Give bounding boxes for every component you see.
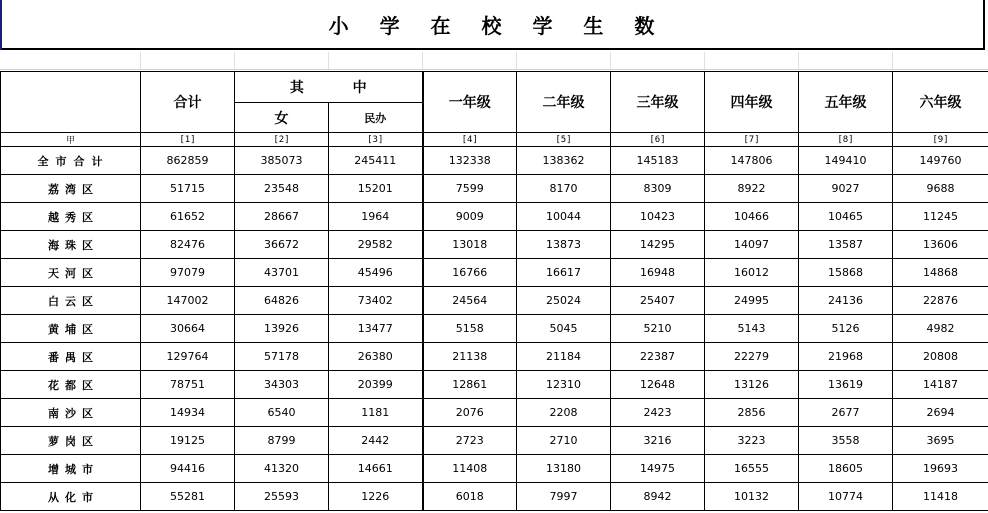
header-grade-5: 五年级 xyxy=(799,72,893,133)
table-cell: 18605 xyxy=(799,455,893,483)
table-cell: 24995 xyxy=(705,287,799,315)
table-cell: 16766 xyxy=(423,259,517,287)
header-grade-2: 二年级 xyxy=(517,72,611,133)
row-region-name: 从化市 xyxy=(1,483,141,511)
blank-row xyxy=(0,52,988,70)
table-cell: 149410 xyxy=(799,147,893,175)
table-cell: 1226 xyxy=(329,483,423,511)
table-cell: 78751 xyxy=(141,371,235,399)
table-cell: 16948 xyxy=(611,259,705,287)
table-cell: 20808 xyxy=(893,343,988,371)
table-cell: 13018 xyxy=(423,231,517,259)
table-cell: 132338 xyxy=(423,147,517,175)
table-cell: 34303 xyxy=(235,371,329,399)
table-cell: 22387 xyxy=(611,343,705,371)
table-cell: 7599 xyxy=(423,175,517,203)
table-cell: 16012 xyxy=(705,259,799,287)
table-cell: 22876 xyxy=(893,287,988,315)
table-cell: 64826 xyxy=(235,287,329,315)
table-cell: 6540 xyxy=(235,399,329,427)
table-cell: 14868 xyxy=(893,259,988,287)
code-cell: [9] xyxy=(893,133,988,147)
table-cell: 94416 xyxy=(141,455,235,483)
table-cell: 2442 xyxy=(329,427,423,455)
table-cell: 21138 xyxy=(423,343,517,371)
table-cell: 14934 xyxy=(141,399,235,427)
row-region-name: 南沙区 xyxy=(1,399,141,427)
table-cell: 13587 xyxy=(799,231,893,259)
table-cell: 2208 xyxy=(517,399,611,427)
table-cell: 25407 xyxy=(611,287,705,315)
table-cell: 51715 xyxy=(141,175,235,203)
table-cell: 5158 xyxy=(423,315,517,343)
table-cell: 16617 xyxy=(517,259,611,287)
page-title: 小 学 在 校 学 生 数 xyxy=(328,13,667,38)
table-row xyxy=(1,203,988,231)
table-cell: 8942 xyxy=(611,483,705,511)
table-cell: 1964 xyxy=(329,203,423,231)
code-row xyxy=(1,133,988,147)
student-stats-table xyxy=(0,71,988,511)
table-cell: 3223 xyxy=(705,427,799,455)
table-cell: 5143 xyxy=(705,315,799,343)
table-cell: 10466 xyxy=(705,203,799,231)
table-row xyxy=(1,343,988,371)
table-cell: 21184 xyxy=(517,343,611,371)
code-cell: 甲 xyxy=(1,133,141,147)
table-cell: 5045 xyxy=(517,315,611,343)
header-corner-cell xyxy=(1,72,141,133)
table-cell: 2856 xyxy=(705,399,799,427)
table-cell: 9688 xyxy=(893,175,988,203)
table-cell: 29582 xyxy=(329,231,423,259)
table-cell: 145183 xyxy=(611,147,705,175)
code-cell: [8] xyxy=(799,133,893,147)
header-total: 合计 xyxy=(141,72,235,133)
code-cell: [6] xyxy=(611,133,705,147)
table-cell: 43701 xyxy=(235,259,329,287)
table-cell: 14295 xyxy=(611,231,705,259)
table-row xyxy=(1,231,988,259)
row-region-name: 天河区 xyxy=(1,259,141,287)
table-cell: 21968 xyxy=(799,343,893,371)
header-grade-1: 一年级 xyxy=(423,72,517,133)
header-qizhong-label: 其 中 xyxy=(289,80,389,96)
code-cell: [1] xyxy=(141,133,235,147)
table-cell: 245411 xyxy=(329,147,423,175)
table-cell: 12861 xyxy=(423,371,517,399)
table-cell: 8922 xyxy=(705,175,799,203)
table-cell: 12648 xyxy=(611,371,705,399)
table-cell: 45496 xyxy=(329,259,423,287)
row-region-name: 萝岗区 xyxy=(1,427,141,455)
table-cell: 10044 xyxy=(517,203,611,231)
header-female: 女 xyxy=(235,103,329,133)
header-grade-6: 六年级 xyxy=(893,72,988,133)
header-grade-3: 三年级 xyxy=(611,72,705,133)
table-cell: 13606 xyxy=(893,231,988,259)
table-row xyxy=(1,175,988,203)
table-cell: 41320 xyxy=(235,455,329,483)
table-cell: 19693 xyxy=(893,455,988,483)
table-cell: 385073 xyxy=(235,147,329,175)
table-cell: 13619 xyxy=(799,371,893,399)
table-cell: 19125 xyxy=(141,427,235,455)
table-cell: 24136 xyxy=(799,287,893,315)
table-cell: 14187 xyxy=(893,371,988,399)
table-cell: 2677 xyxy=(799,399,893,427)
row-region-name: 增城市 xyxy=(1,455,141,483)
table-cell: 8170 xyxy=(517,175,611,203)
table-cell: 2423 xyxy=(611,399,705,427)
header-grade-4: 四年级 xyxy=(705,72,799,133)
table-cell: 82476 xyxy=(141,231,235,259)
table-cell: 14661 xyxy=(329,455,423,483)
table-cell: 25593 xyxy=(235,483,329,511)
table-cell: 23548 xyxy=(235,175,329,203)
table-cell: 25024 xyxy=(517,287,611,315)
table-cell: 6018 xyxy=(423,483,517,511)
table-cell: 12310 xyxy=(517,371,611,399)
table-cell: 2710 xyxy=(517,427,611,455)
table-cell: 149760 xyxy=(893,147,988,175)
table-cell: 5210 xyxy=(611,315,705,343)
table-cell: 13180 xyxy=(517,455,611,483)
table-cell: 10465 xyxy=(799,203,893,231)
table-cell: 11408 xyxy=(423,455,517,483)
table-cell: 13873 xyxy=(517,231,611,259)
table-row xyxy=(1,315,988,343)
table-cell: 3695 xyxy=(893,427,988,455)
table-row xyxy=(1,371,988,399)
table-cell: 10423 xyxy=(611,203,705,231)
code-cell: [2] xyxy=(235,133,329,147)
table-cell: 5126 xyxy=(799,315,893,343)
table-cell: 55281 xyxy=(141,483,235,511)
table-cell: 2694 xyxy=(893,399,988,427)
table-cell: 36672 xyxy=(235,231,329,259)
table-cell: 13477 xyxy=(329,315,423,343)
row-region-name: 番禺区 xyxy=(1,343,141,371)
table-row xyxy=(1,455,988,483)
table-cell: 24564 xyxy=(423,287,517,315)
table-cell: 28667 xyxy=(235,203,329,231)
table-cell: 2076 xyxy=(423,399,517,427)
table-cell: 8309 xyxy=(611,175,705,203)
table-row xyxy=(1,259,988,287)
table-row xyxy=(1,399,988,427)
table-row xyxy=(1,483,988,511)
table-cell: 9009 xyxy=(423,203,517,231)
code-cell: [4] xyxy=(423,133,517,147)
table-cell: 26380 xyxy=(329,343,423,371)
header-qizhong xyxy=(235,72,423,103)
table-cell: 57178 xyxy=(235,343,329,371)
header-row-1 xyxy=(1,72,988,103)
table-cell: 862859 xyxy=(141,147,235,175)
table-body xyxy=(1,147,988,511)
table-cell: 61652 xyxy=(141,203,235,231)
table-cell: 20399 xyxy=(329,371,423,399)
row-region-name: 白云区 xyxy=(1,287,141,315)
table-cell: 8799 xyxy=(235,427,329,455)
code-cell: [5] xyxy=(517,133,611,147)
title-bar xyxy=(0,0,985,50)
table-cell: 97079 xyxy=(141,259,235,287)
table-cell: 30664 xyxy=(141,315,235,343)
header-private: 民办 xyxy=(329,103,423,133)
table-cell: 138362 xyxy=(517,147,611,175)
table-cell: 73402 xyxy=(329,287,423,315)
table-cell: 4982 xyxy=(893,315,988,343)
row-region-name: 全市合计 xyxy=(1,147,141,175)
table-cell: 3216 xyxy=(611,427,705,455)
table-row xyxy=(1,287,988,315)
table-cell: 16555 xyxy=(705,455,799,483)
row-region-name: 越秀区 xyxy=(1,203,141,231)
row-region-name: 海珠区 xyxy=(1,231,141,259)
table-cell: 11245 xyxy=(893,203,988,231)
table-cell: 13126 xyxy=(705,371,799,399)
table-cell: 147002 xyxy=(141,287,235,315)
table-cell: 13926 xyxy=(235,315,329,343)
table-cell: 10132 xyxy=(705,483,799,511)
code-cell: [3] xyxy=(329,133,423,147)
table-cell: 7997 xyxy=(517,483,611,511)
table-cell: 129764 xyxy=(141,343,235,371)
code-cell: [7] xyxy=(705,133,799,147)
table-cell: 22279 xyxy=(705,343,799,371)
table-cell: 1181 xyxy=(329,399,423,427)
table-cell: 15868 xyxy=(799,259,893,287)
table-cell: 2723 xyxy=(423,427,517,455)
table-cell: 14975 xyxy=(611,455,705,483)
table-cell: 10774 xyxy=(799,483,893,511)
row-region-name: 荔湾区 xyxy=(1,175,141,203)
table-cell: 15201 xyxy=(329,175,423,203)
table-row xyxy=(1,147,988,175)
row-region-name: 花都区 xyxy=(1,371,141,399)
row-region-name: 黄埔区 xyxy=(1,315,141,343)
table-cell: 9027 xyxy=(799,175,893,203)
table-cell: 3558 xyxy=(799,427,893,455)
table-cell: 147806 xyxy=(705,147,799,175)
table-cell: 11418 xyxy=(893,483,988,511)
table-row xyxy=(1,427,988,455)
table-cell: 14097 xyxy=(705,231,799,259)
